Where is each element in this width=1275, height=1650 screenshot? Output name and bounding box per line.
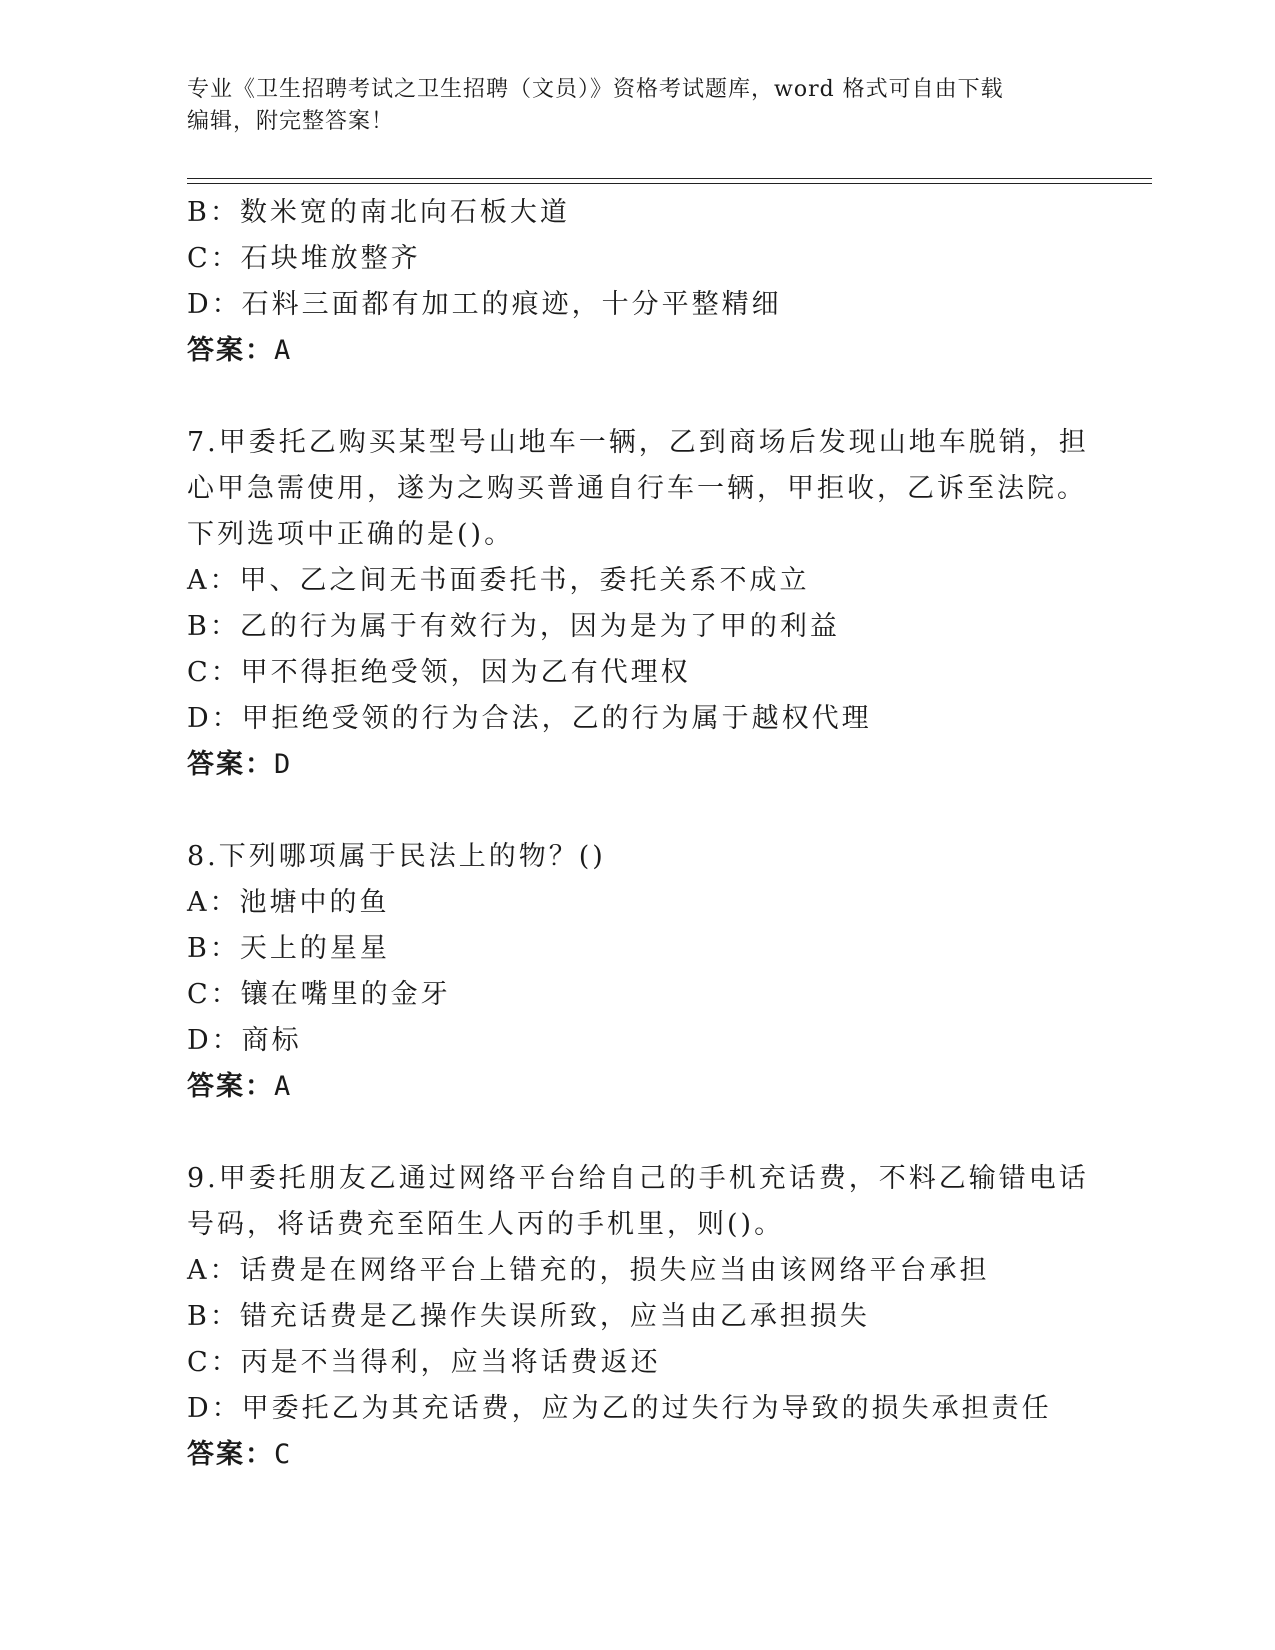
answer-label: 答案： bbox=[187, 1439, 274, 1470]
question-stem-line: 9.甲委托朋友乙通过网络平台给自己的手机充话费，不料乙输错电话 bbox=[187, 1163, 1089, 1194]
header-line-2: 编辑，附完整答案！ bbox=[187, 109, 395, 134]
answer-line bbox=[187, 1064, 1147, 1110]
question-stem-line: 号码，将话费充至陌生人丙的手机里，则()。 bbox=[187, 1209, 785, 1240]
option-c: C：甲不得拒绝受领，因为乙有代理权 bbox=[187, 657, 691, 688]
option-d: D：石料三面都有加工的痕迹，十分平整精细 bbox=[187, 289, 782, 320]
spacer bbox=[187, 1110, 1147, 1156]
option-a: A：甲、乙之间无书面委托书，委托关系不成立 bbox=[187, 565, 810, 596]
question-8 bbox=[187, 834, 1147, 1110]
option-b: B：乙的行为属于有效行为，因为是为了甲的利益 bbox=[187, 611, 840, 642]
option-a: A：话费是在网络平台上错充的，损失应当由该网络平台承担 bbox=[187, 1255, 990, 1286]
question-content bbox=[187, 190, 1147, 1478]
document-header bbox=[187, 74, 1087, 138]
header-line-1: 专业《卫生招聘考试之卫生招聘（文员）》资格考试题库，word 格式可自由下载 bbox=[187, 77, 1004, 102]
option-c: C：石块堆放整齐 bbox=[187, 243, 421, 274]
question-6-continuation bbox=[187, 190, 1147, 374]
option-c: C：镶在嘴里的金牙 bbox=[187, 979, 451, 1010]
answer-value: D bbox=[274, 749, 294, 780]
answer-label: 答案： bbox=[187, 1071, 274, 1102]
answer-value: A bbox=[274, 1071, 294, 1102]
header-rule-bottom bbox=[187, 183, 1152, 184]
spacer bbox=[187, 374, 1147, 420]
option-c: C：丙是不当得利，应当将话费返还 bbox=[187, 1347, 661, 1378]
header-rule-top bbox=[187, 178, 1152, 179]
option-a: A：池塘中的鱼 bbox=[187, 887, 390, 918]
option-d: D：甲拒绝受领的行为合法，乙的行为属于越权代理 bbox=[187, 703, 872, 734]
question-7 bbox=[187, 420, 1147, 788]
option-b: B：错充话费是乙操作失误所致，应当由乙承担损失 bbox=[187, 1301, 870, 1332]
answer-label: 答案： bbox=[187, 335, 274, 366]
answer-value: A bbox=[274, 335, 294, 366]
question-stem-line: 心甲急需使用，遂为之购买普通自行车一辆，甲拒收，乙诉至法院。 bbox=[187, 473, 1087, 504]
answer-line bbox=[187, 328, 1147, 374]
answer-line bbox=[187, 742, 1147, 788]
question-stem-line: 下列选项中正确的是()。 bbox=[187, 519, 515, 550]
answer-line bbox=[187, 1432, 1147, 1478]
question-stem-line: 7.甲委托乙购买某型号山地车一辆，乙到商场后发现山地车脱销，担 bbox=[187, 427, 1089, 458]
option-d: D：商标 bbox=[187, 1025, 302, 1056]
answer-value: C bbox=[274, 1439, 294, 1470]
question-9 bbox=[187, 1156, 1147, 1478]
answer-label: 答案： bbox=[187, 749, 274, 780]
option-d: D：甲委托乙为其充话费，应为乙的过失行为导致的损失承担责任 bbox=[187, 1393, 1052, 1424]
question-stem-line: 8.下列哪项属于民法上的物？() bbox=[187, 841, 606, 872]
option-b: B：天上的星星 bbox=[187, 933, 390, 964]
option-b: B：数米宽的南北向石板大道 bbox=[187, 197, 570, 228]
spacer bbox=[187, 788, 1147, 834]
